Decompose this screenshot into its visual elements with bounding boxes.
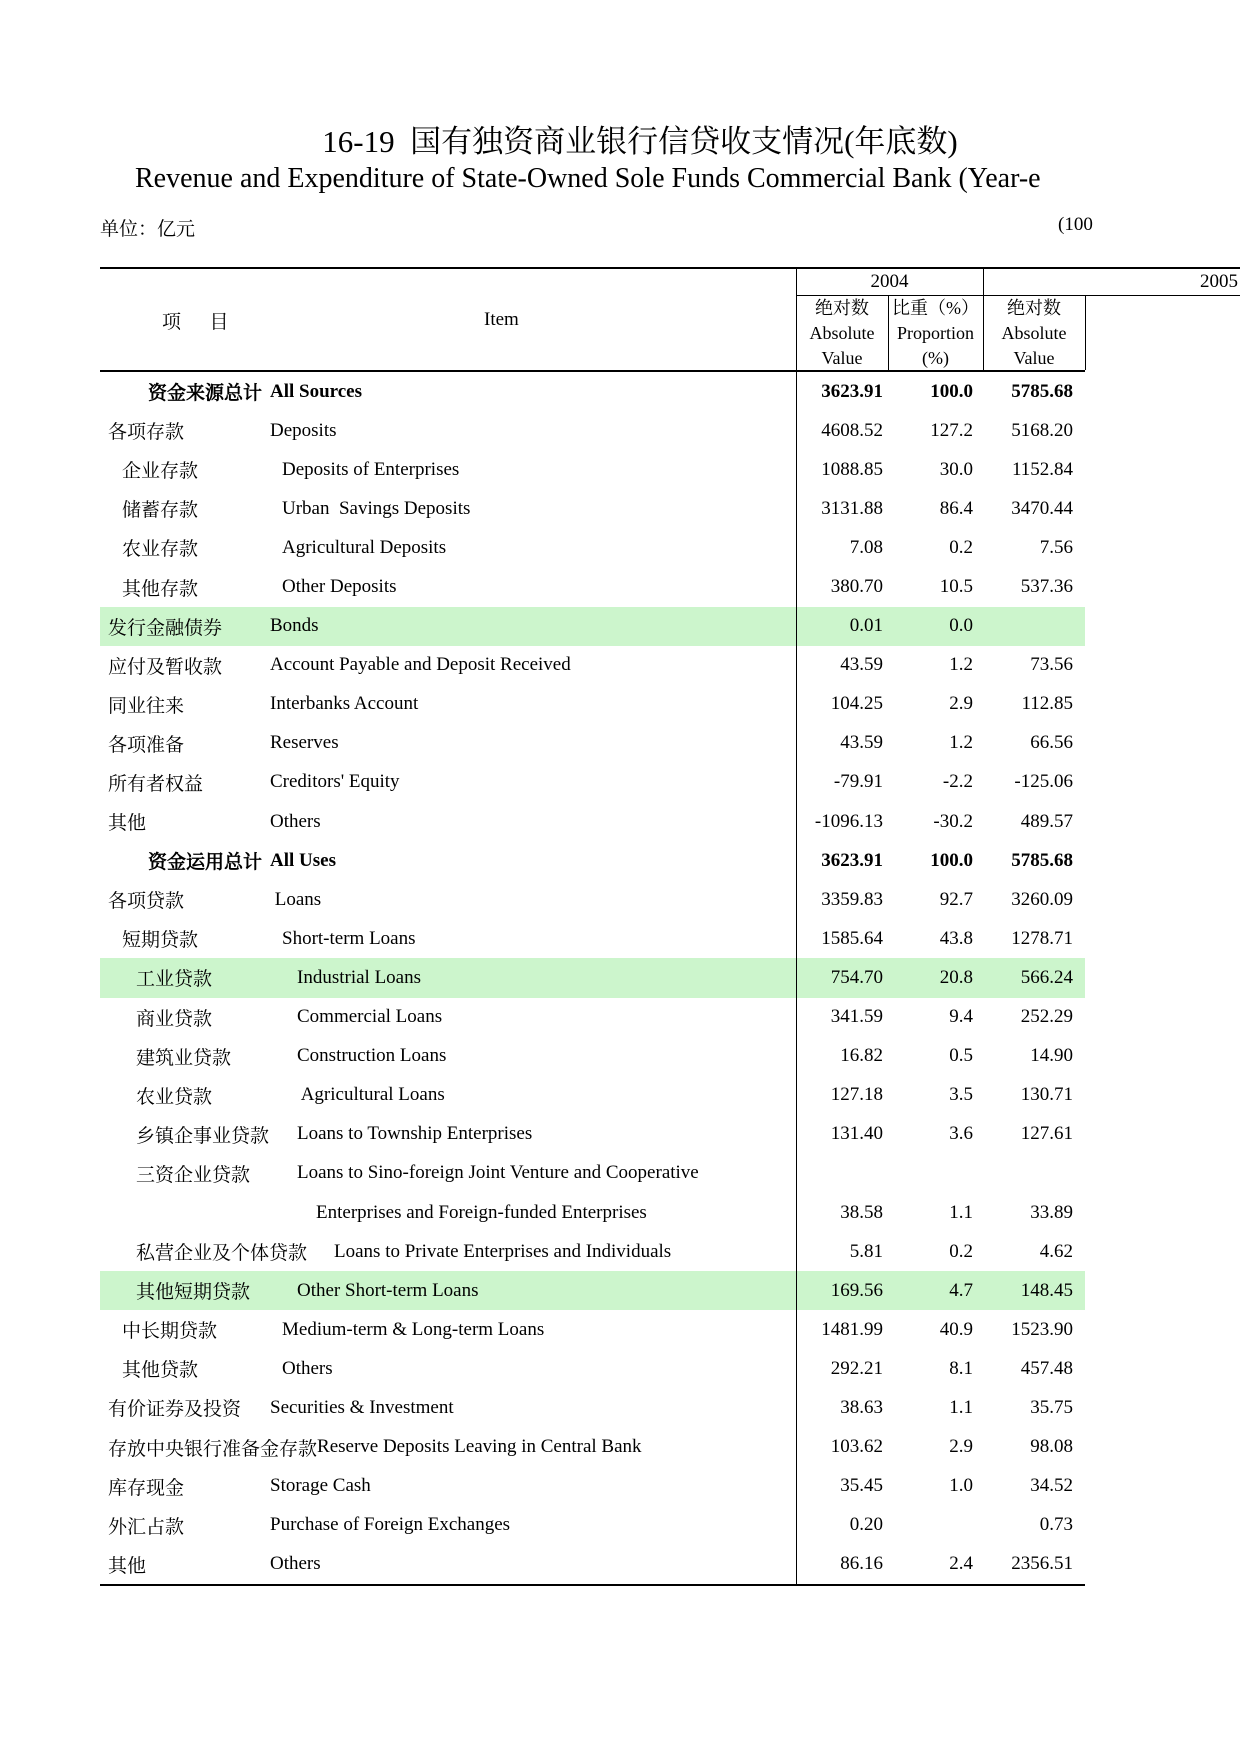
item-label-chinese: 三资企业贷款	[136, 1164, 251, 1186]
item-label-chinese: 各项贷款	[108, 891, 185, 913]
absolute-value-2004: 5.81	[849, 1240, 883, 1262]
page-title-english: Revenue and Expenditure of State-Owned Sole Funds Commercial Bank (Year-e	[135, 163, 1041, 194]
item-label-english: Medium-term & Long-term Loans	[282, 1318, 545, 1340]
table-row	[100, 1076, 1085, 1115]
proportion-2004: 127.2	[930, 419, 973, 441]
proportion-2004: 1.0	[949, 1475, 973, 1497]
proportion-2004: 0.2	[949, 1240, 973, 1262]
item-label-chinese: 企业存款	[122, 461, 199, 483]
proportion-2004: 1.1	[949, 1201, 973, 1223]
proportion-2004: -30.2	[933, 810, 973, 832]
absolute-value-2005: -125.06	[1014, 771, 1073, 793]
header-absolute-cn: 绝对数	[815, 297, 869, 318]
absolute-value-2005: 5168.20	[1011, 419, 1073, 441]
item-label-chinese: 应付及暂收款	[108, 656, 223, 678]
proportion-2004: 30.0	[939, 458, 973, 480]
item-label-english: Construction Loans	[297, 1045, 447, 1067]
absolute-value-2004: 341.59	[830, 1006, 883, 1028]
absolute-value-2004: 104.25	[830, 693, 883, 715]
absolute-value-2005: 1278.71	[1011, 927, 1073, 949]
absolute-value-2005: 566.24	[1020, 966, 1073, 988]
table-row	[100, 1310, 1085, 1349]
value-proportion-divider	[888, 296, 889, 370]
item-label-chinese: 有价证券及投资	[108, 1399, 242, 1421]
absolute-value-2004: 35.45	[840, 1475, 883, 1497]
item-label-english: Loans to Sino-foreign Joint Venture and Cooperative	[297, 1162, 699, 1184]
item-cell	[100, 886, 796, 913]
item-label-english: Loans	[270, 888, 322, 910]
item-label-english: Account Payable and Deposit Received	[270, 654, 571, 676]
absolute-value-2004: 3359.83	[821, 888, 883, 910]
table-row	[100, 1232, 1085, 1271]
proportion-2004: 1.2	[949, 732, 973, 754]
item-label-english: All Uses	[270, 849, 336, 871]
proportion-2004: 2.4	[949, 1553, 973, 1575]
item-cell	[100, 769, 796, 796]
item-cell	[100, 1434, 796, 1461]
absolute-value-2004: 43.59	[840, 732, 883, 754]
item-label-english: Agricultural Loans	[297, 1084, 445, 1106]
absolute-value-2004: 0.20	[849, 1514, 883, 1536]
header-absolute-cn: 绝对数	[1007, 297, 1061, 318]
absolute-value-2004: 38.63	[840, 1396, 883, 1418]
item-cell	[100, 964, 796, 991]
item-cell	[100, 378, 796, 405]
item-cell	[100, 1551, 796, 1578]
absolute-value-2004: 1585.64	[821, 927, 883, 949]
item-cell	[100, 534, 796, 561]
item-label-english: Others	[270, 1553, 321, 1575]
header-absolute-en2: Value	[1013, 347, 1055, 368]
item-label-english: Securities & Investment	[270, 1396, 454, 1418]
absolute-value-2004: 3131.88	[821, 497, 883, 519]
proportion-2004: 2.9	[949, 1436, 973, 1458]
header-absolute-en1: Absolute	[1001, 322, 1067, 343]
table-row	[100, 1428, 1085, 1467]
item-label-chinese: 同业往来	[108, 695, 185, 717]
item-label-english: Others	[282, 1357, 333, 1379]
table-row	[100, 802, 1085, 841]
absolute-value-2005: 457.48	[1020, 1357, 1073, 1379]
item-label-chinese: 私营企业及个体贷款	[136, 1243, 308, 1265]
item-label-chinese: 其他短期贷款	[136, 1282, 251, 1304]
item-label-chinese: 所有者权益	[108, 773, 204, 795]
absolute-value-2004: 43.59	[840, 654, 883, 676]
table-row	[100, 685, 1085, 724]
header-absolute-en2: Value	[821, 347, 863, 368]
table-row	[100, 763, 1085, 802]
item-label-chinese: 建筑业贷款	[136, 1047, 232, 1069]
item-label-chinese: 商业贷款	[136, 1008, 213, 1030]
item-label-english: Bonds	[270, 615, 319, 637]
absolute-value-2004: 0.01	[849, 615, 883, 637]
item-cell	[100, 1277, 796, 1304]
item-label-chinese: 库存现金	[108, 1477, 185, 1499]
proportion-2004: 86.4	[939, 497, 973, 519]
item-label-chinese: 资金来源总计	[148, 383, 263, 405]
item-label-chinese: 发行金融债券	[108, 617, 223, 639]
item-column-divider	[796, 269, 797, 1584]
table-row	[100, 489, 1085, 528]
item-label-english: Purchase of Foreign Exchanges	[270, 1514, 511, 1536]
table-row	[100, 841, 1085, 880]
proportion-2004: -2.2	[942, 771, 973, 793]
proportion-2004: 10.5	[939, 576, 973, 598]
absolute-value-2004: 169.56	[830, 1279, 883, 1301]
item-cell	[100, 1160, 796, 1187]
item-cell	[100, 1355, 796, 1382]
table-row	[100, 1545, 1085, 1584]
absolute-value-2005: 35.75	[1030, 1396, 1073, 1418]
table-body	[100, 372, 1085, 1584]
item-cell	[100, 1394, 796, 1421]
table-row	[100, 1115, 1085, 1154]
item-label-english: Loans to Township Enterprises	[297, 1123, 533, 1145]
item-label-chinese: 短期贷款	[122, 930, 199, 952]
table-bottom-rule	[100, 1584, 1085, 1586]
item-label-english: Others	[270, 810, 321, 832]
item-label-chinese: 其他	[108, 813, 147, 835]
item-label-chinese: 中长期贷款	[122, 1321, 218, 1343]
item-cell	[100, 417, 796, 444]
proportion-2004: 0.5	[949, 1045, 973, 1067]
absolute-value-2004: 754.70	[830, 966, 883, 988]
item-cell	[100, 1043, 796, 1070]
item-label-chinese: 外汇占款	[108, 1516, 185, 1538]
item-label-english: Other Deposits	[282, 576, 397, 598]
proportion-2004: 40.9	[939, 1318, 973, 1340]
absolute-value-2004: 7.08	[849, 536, 883, 558]
absolute-value-2004: -1096.13	[814, 810, 883, 832]
table-row	[100, 1506, 1085, 1545]
absolute-value-2004: 4608.52	[821, 419, 883, 441]
absolute-value-2005: 0.73	[1039, 1514, 1073, 1536]
absolute-value-2005: 34.52	[1030, 1475, 1073, 1497]
absolute-value-2005: 98.08	[1030, 1436, 1073, 1458]
absolute-value-2004: 1481.99	[821, 1318, 883, 1340]
table-row	[100, 607, 1085, 646]
proportion-2004: 92.7	[939, 888, 973, 910]
header-proportion-en1: Proportion	[896, 322, 974, 343]
unit-label: 单位：亿元	[100, 219, 196, 240]
absolute-value-2004: 103.62	[830, 1436, 883, 1458]
item-label-english: Reserve Deposits Leaving in Central Bank	[317, 1436, 642, 1458]
item-label-chinese: 储蓄存款	[122, 500, 199, 522]
absolute-value-2005: 4.62	[1039, 1240, 1073, 1262]
item-label-english: Storage Cash	[270, 1475, 371, 1497]
table-row	[100, 1349, 1085, 1388]
item-cell	[100, 1473, 796, 1500]
header-item-chinese: 项 目	[162, 312, 229, 333]
item-cell	[100, 1512, 796, 1539]
header-year-2004: 2004	[870, 271, 909, 292]
year-group-divider	[983, 269, 984, 370]
absolute-value-2004: 292.21	[830, 1357, 883, 1379]
item-label-chinese: 工业贷款	[136, 969, 213, 991]
item-label-chinese: 存放中央银行准备金存款	[108, 1438, 318, 1460]
item-cell	[100, 1121, 796, 1148]
item-label-english: Urban Savings Deposits	[282, 497, 471, 519]
proportion-2004: 4.7	[949, 1279, 973, 1301]
absolute-value-2005: 2356.51	[1011, 1553, 1073, 1575]
item-cell	[100, 730, 796, 757]
second-year-column-divider	[1085, 296, 1086, 370]
item-label-chinese: 乡镇企事业贷款	[136, 1125, 270, 1147]
absolute-value-2005: 489.57	[1020, 810, 1073, 832]
item-label-english: Commercial Loans	[297, 1006, 443, 1028]
item-label-english: Deposits	[270, 419, 337, 441]
item-cell	[100, 847, 796, 874]
absolute-value-2005: 1152.84	[1011, 458, 1073, 480]
table-row	[100, 646, 1085, 685]
proportion-2004: 3.6	[949, 1123, 973, 1145]
table-row	[100, 411, 1085, 450]
absolute-value-2004: 3623.91	[821, 849, 883, 871]
proportion-2004: 9.4	[949, 1006, 973, 1028]
statistics-table	[100, 267, 1240, 1587]
item-cell	[100, 925, 796, 952]
header-item-english: Item	[484, 309, 519, 330]
item-label-english: Interbanks Account	[270, 693, 419, 715]
proportion-2004: 2.9	[949, 693, 973, 715]
item-label-english: Deposits of Enterprises	[282, 458, 460, 480]
header-absolute-value-2004	[796, 296, 888, 370]
proportion-2004: 8.1	[949, 1357, 973, 1379]
item-cell	[100, 495, 796, 522]
absolute-value-2004: 1088.85	[821, 458, 883, 480]
item-label-english: Reserves	[270, 732, 339, 754]
table-row	[100, 880, 1085, 919]
item-label-english: All Sources	[270, 380, 363, 402]
absolute-value-2005: 537.36	[1020, 576, 1073, 598]
absolute-value-2004: 38.58	[840, 1201, 883, 1223]
absolute-value-2004: 86.16	[840, 1553, 883, 1575]
item-cell	[100, 808, 796, 835]
item-label-english: Enterprises and Foreign-funded Enterprises	[316, 1201, 647, 1223]
item-cell	[100, 691, 796, 718]
header-proportion-2004	[888, 296, 983, 370]
absolute-value-2004: -79.91	[833, 771, 883, 793]
item-label-chinese: 各项准备	[108, 734, 185, 756]
absolute-value-2005: 130.71	[1020, 1084, 1073, 1106]
table-row	[100, 1193, 1085, 1232]
item-label-english: Loans to Private Enterprises and Individuals	[334, 1240, 672, 1262]
unit-note-right: (100	[1058, 214, 1093, 235]
item-cell	[100, 1316, 796, 1343]
absolute-value-2005: 148.45	[1020, 1279, 1073, 1301]
item-cell	[100, 456, 796, 483]
item-cell	[100, 574, 796, 601]
table-row	[100, 1388, 1085, 1427]
header-proportion-en2: (%)	[922, 347, 949, 368]
item-cell	[100, 1004, 796, 1031]
item-label-chinese: 各项存款	[108, 422, 185, 444]
absolute-value-2005: 14.90	[1030, 1045, 1073, 1067]
table-row	[100, 724, 1085, 763]
proportion-2004: 43.8	[939, 927, 973, 949]
absolute-value-2005: 3260.09	[1011, 888, 1073, 910]
proportion-2004: 100.0	[930, 849, 973, 871]
absolute-value-2004: 16.82	[840, 1045, 883, 1067]
proportion-2004: 100.0	[930, 380, 973, 402]
absolute-value-2005: 73.56	[1030, 654, 1073, 676]
proportion-2004: 20.8	[939, 966, 973, 988]
item-label-chinese: 农业贷款	[136, 1086, 213, 1108]
table-row	[100, 567, 1085, 606]
proportion-2004: 3.5	[949, 1084, 973, 1106]
item-label-chinese: 农业存款	[122, 539, 199, 561]
absolute-value-2005: 66.56	[1030, 732, 1073, 754]
item-label-english: Creditors' Equity	[270, 771, 400, 793]
table-row	[100, 1467, 1085, 1506]
table-row	[100, 919, 1085, 958]
item-label-english: Agricultural Deposits	[282, 536, 447, 558]
table-row	[100, 958, 1085, 997]
table-row	[100, 450, 1085, 489]
header-absolute-value-2005	[983, 296, 1085, 370]
header-proportion-cn: 比重（%）	[892, 297, 979, 318]
item-label-english: Short-term Loans	[282, 927, 416, 949]
absolute-value-2004: 131.40	[830, 1123, 883, 1145]
item-cell	[100, 613, 796, 640]
table-row	[100, 1154, 1085, 1193]
item-cell	[100, 1082, 796, 1109]
item-cell	[100, 1238, 796, 1265]
proportion-2004: 0.2	[949, 536, 973, 558]
absolute-value-2005: 7.56	[1039, 536, 1073, 558]
item-label-chinese: 其他存款	[122, 578, 199, 600]
absolute-value-2004: 127.18	[830, 1084, 883, 1106]
header-year-2005: 2005	[1200, 271, 1238, 292]
proportion-2004: 1.1	[949, 1396, 973, 1418]
table-row	[100, 372, 1085, 411]
item-label-chinese: 其他	[108, 1555, 147, 1577]
absolute-value-2005: 5785.68	[1011, 380, 1073, 402]
table-row	[100, 998, 1085, 1037]
proportion-2004: 1.2	[949, 654, 973, 676]
absolute-value-2005: 3470.44	[1011, 497, 1073, 519]
header-absolute-en1: Absolute	[809, 322, 875, 343]
table-row	[100, 1037, 1085, 1076]
absolute-value-2005: 33.89	[1030, 1201, 1073, 1223]
absolute-value-2005: 112.85	[1021, 693, 1073, 715]
absolute-value-2004: 3623.91	[821, 380, 883, 402]
table-row	[100, 528, 1085, 567]
item-label-chinese: 其他贷款	[122, 1360, 199, 1382]
absolute-value-2004: 380.70	[830, 576, 883, 598]
item-cell	[100, 1202, 796, 1224]
table-row	[100, 1271, 1085, 1310]
absolute-value-2005: 5785.68	[1011, 849, 1073, 871]
item-label-english: Industrial Loans	[297, 966, 422, 988]
proportion-2004: 0.0	[949, 615, 973, 637]
item-cell	[100, 652, 796, 679]
item-label-chinese: 资金运用总计	[148, 852, 263, 874]
absolute-value-2005: 252.29	[1020, 1006, 1073, 1028]
absolute-value-2005: 1523.90	[1011, 1318, 1073, 1340]
absolute-value-2005: 127.61	[1020, 1123, 1073, 1145]
page-title-chinese: 16-19 国有独资商业银行信贷收支情况(年底数)	[322, 124, 958, 159]
item-label-english: Other Short-term Loans	[297, 1279, 479, 1301]
